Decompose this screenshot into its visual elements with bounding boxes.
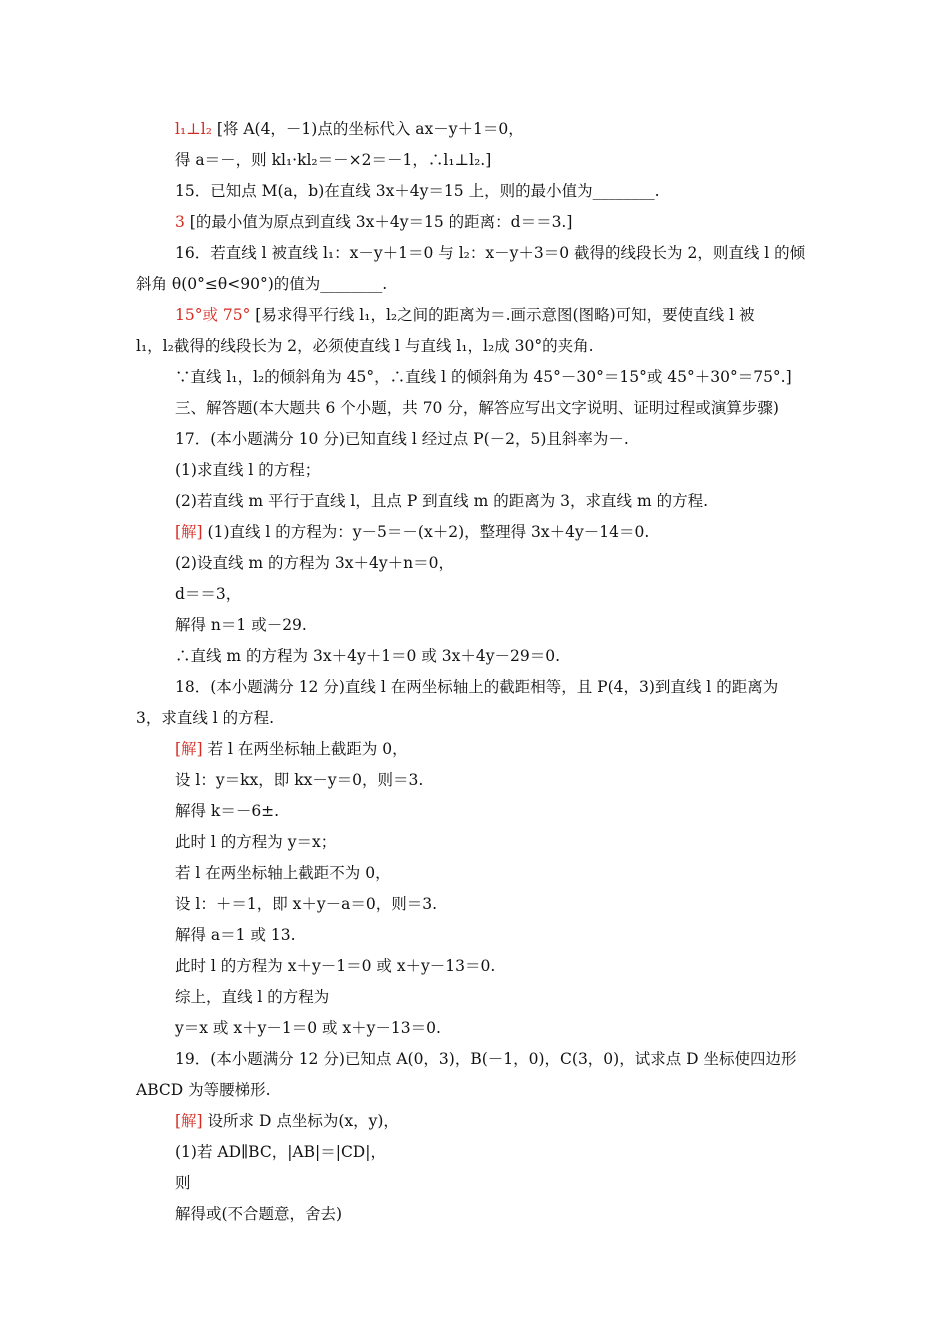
line-text: 19．(本小题满分 12 分)已知点 A(0，3)，B(－1，0)，C(3，0)，试求点 D 坐标使四边形 bbox=[175, 1050, 797, 1068]
text-line bbox=[175, 925, 296, 945]
text-line bbox=[175, 801, 279, 821]
line-text: (1)求直线 l 的方程； bbox=[175, 461, 321, 479]
text-line bbox=[175, 1204, 342, 1224]
line-text: l₁，l₂截得的线段长为 2，必须使直线 l 与直线 l₁，l₂成 30°的夹角. bbox=[136, 337, 594, 355]
text-line bbox=[175, 460, 320, 480]
text-line bbox=[175, 1049, 797, 1069]
line-text: [易求得平行线 l₁，l₂之间的距离为＝.画示意图(图略)可知，要使直线 l 被 bbox=[250, 306, 755, 324]
line-text: 3，求直线 l 的方程. bbox=[136, 709, 275, 727]
text-line bbox=[175, 832, 336, 852]
line-text: 得 a＝－，则 kl₁·kl₂＝－×2＝－1，∴l₁⊥l₂.] bbox=[175, 151, 492, 169]
line-text: 17．(本小题满分 10 分)已知直线 l 经过点 P(－2，5)且斜率为－. bbox=[175, 430, 629, 448]
line-text: 解得 k＝－6±. bbox=[175, 802, 280, 820]
line-text: 斜角 θ(0°≤θ<90°)的值为________. bbox=[136, 275, 388, 293]
line-text: 若 l 在两坐标轴上截距不为 0， bbox=[175, 864, 391, 882]
text-line bbox=[175, 212, 572, 232]
text-line bbox=[175, 150, 491, 170]
text-line bbox=[175, 956, 495, 976]
line-text: y＝x 或 x＋y－1＝0 或 x＋y－13＝0. bbox=[175, 1019, 441, 1037]
line-text: d＝＝3， bbox=[175, 585, 242, 603]
text-line bbox=[175, 677, 778, 697]
text-line bbox=[175, 739, 408, 759]
text-line bbox=[175, 305, 754, 325]
answer-marker: [解] bbox=[175, 1112, 203, 1130]
answer-marker: [解] bbox=[175, 740, 203, 758]
answer-marker: 3 bbox=[175, 213, 185, 231]
text-line bbox=[175, 491, 708, 511]
text-line bbox=[175, 119, 524, 139]
text-line bbox=[136, 1080, 271, 1100]
text-line bbox=[175, 615, 307, 635]
text-line bbox=[175, 367, 792, 387]
text-line bbox=[175, 584, 241, 604]
text-line bbox=[175, 770, 423, 790]
line-text: 解得 a＝1 或 13. bbox=[175, 926, 296, 944]
line-text: 则 bbox=[175, 1174, 191, 1192]
text-line bbox=[175, 181, 660, 201]
answer-marker: l₁⊥l₂ bbox=[175, 120, 212, 138]
text-line bbox=[175, 1111, 399, 1131]
line-text: 设 l：＋＝1，即 x＋y－a＝0，则＝3. bbox=[175, 895, 438, 913]
text-line bbox=[175, 243, 805, 263]
line-text: 16．若直线 l 被直线 l₁：x－y＋1＝0 与 l₂：x－y＋3＝0 截得的线段长为 2，则直线 l 的倾 bbox=[175, 244, 806, 262]
text-line bbox=[175, 398, 779, 418]
answer-marker: [解] bbox=[175, 523, 203, 541]
line-text: 此时 l 的方程为 x＋y－1＝0 或 x＋y－13＝0. bbox=[175, 957, 496, 975]
text-line bbox=[175, 646, 560, 666]
line-text: ABCD 为等腰梯形. bbox=[136, 1081, 271, 1099]
line-text: [将 A(4，－1)点的坐标代入 ax－y＋1＝0， bbox=[211, 120, 524, 138]
line-text: 设所求 D 点坐标为(x，y)， bbox=[202, 1112, 399, 1130]
line-text: 若 l 在两坐标轴上截距为 0， bbox=[202, 740, 408, 758]
text-line bbox=[175, 863, 391, 883]
text-line bbox=[175, 553, 454, 573]
line-text: 综上，直线 l 的方程为 bbox=[175, 988, 330, 1006]
line-text: 三、解答题(本大题共 6 个小题，共 70 分，解答应写出文字说明、证明过程或演算步骤) bbox=[175, 399, 779, 417]
line-text: 设 l：y＝kx，即 kx－y＝0，则＝3. bbox=[175, 771, 424, 789]
text-line bbox=[175, 894, 437, 914]
line-text: 此时 l 的方程为 y＝x； bbox=[175, 833, 337, 851]
line-text: (2)若直线 m 平行于直线 l，且点 P 到直线 m 的距离为 3，求直线 m 的方程. bbox=[175, 492, 708, 510]
answer-marker: 15°或 75° bbox=[175, 306, 251, 324]
line-text: (1)直线 l 的方程为：y－5＝－(x＋2)，整理得 3x＋4y－14＝0. bbox=[202, 523, 650, 541]
text-line bbox=[136, 708, 274, 728]
line-text: 解得或(不合题意，舍去) bbox=[175, 1205, 343, 1223]
line-text: [的最小值为原点到直线 3x＋4y＝15 的距离：d＝＝3.] bbox=[184, 213, 573, 231]
line-text: ∵直线 l₁，l₂的倾斜角为 45°，∴直线 l 的倾斜角为 45°－30°＝15°或 45°＋30°＝75°.] bbox=[175, 368, 792, 386]
text-line bbox=[175, 429, 629, 449]
text-line bbox=[136, 274, 387, 294]
line-text: 解得 n＝1 或－29. bbox=[175, 616, 307, 634]
line-text: (1)若 AD∥BC，|AB|＝|CD|， bbox=[175, 1143, 386, 1161]
text-line bbox=[175, 987, 329, 1007]
line-text: ∴直线 m 的方程为 3x＋4y＋1＝0 或 3x＋4y－29＝0. bbox=[175, 647, 561, 665]
line-text: (2)设直线 m 的方程为 3x＋4y＋n＝0， bbox=[175, 554, 455, 572]
text-line bbox=[136, 336, 594, 356]
line-text: 15．已知点 M(a，b)在直线 3x＋4y＝15 上，则的最小值为________. bbox=[175, 182, 660, 200]
text-line bbox=[175, 1142, 386, 1162]
text-line bbox=[175, 522, 649, 542]
text-line bbox=[175, 1173, 191, 1193]
text-line bbox=[175, 1018, 441, 1038]
line-text: 18．(本小题满分 12 分)直线 l 在两坐标轴上的截距相等，且 P(4，3)到直线 l 的距离为 bbox=[175, 678, 779, 696]
